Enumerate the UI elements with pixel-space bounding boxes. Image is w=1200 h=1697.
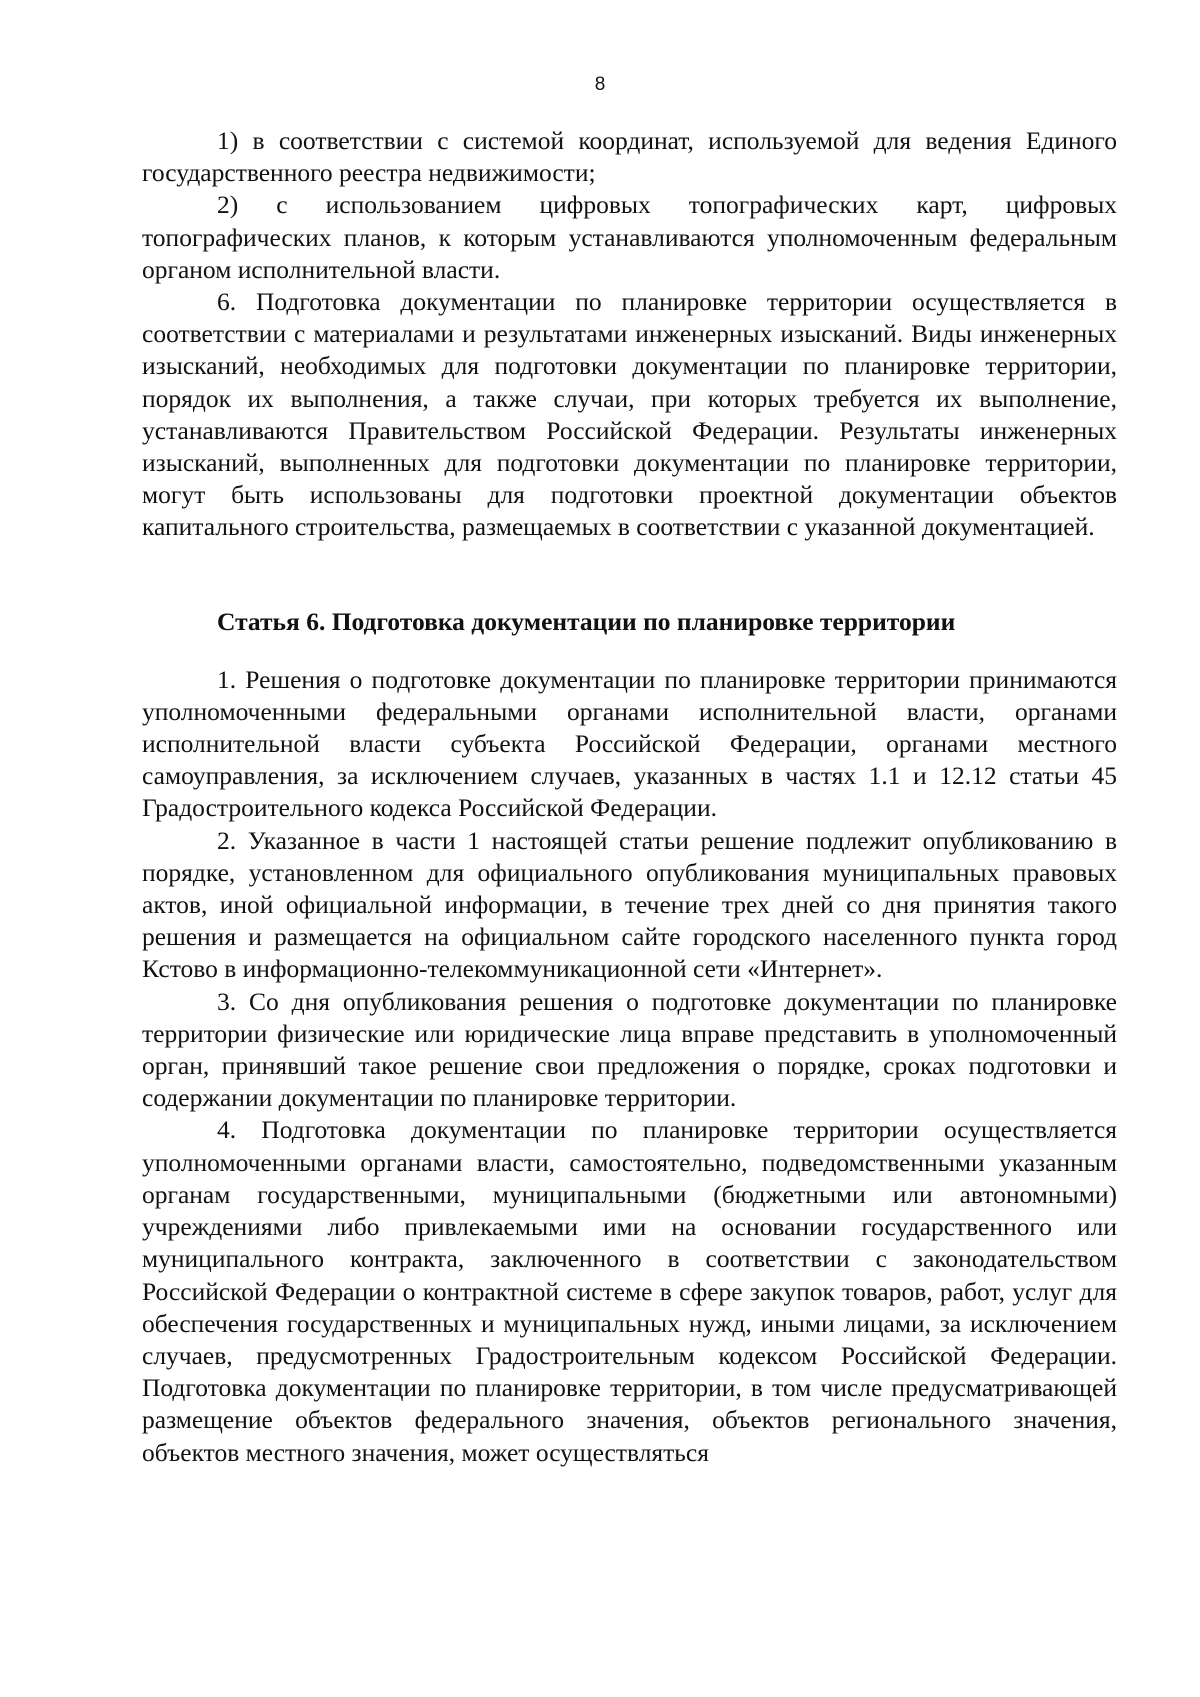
paragraph-digital-maps: 2) с использованием цифровых топографических карт, цифровых топографических планов, к которым устанавливаются уполномоченным федеральным органом исполнительной власти. — [142, 190, 1117, 284]
paragraph-coordinate-system: 1) в соответствии с системой координат, используемой для ведения Единого государственного реестра недвижимости; — [142, 126, 1117, 188]
document-body — [142, 125, 1117, 1469]
paragraph-article6-point-2: 2. Указанное в части 1 настоящей статьи решение подлежит опубликованию в порядке, установленном для официального опубликования муниципальных правовых актов, иной официальной информации, в течение трех дней со дня принятия такого решения и размещается на официальном сайте городского населенного пункта город Кстово в информационно-телекоммуникационной сети «Интернет». — [142, 825, 1117, 984]
page-number: 8 — [594, 74, 606, 95]
paragraph-article6-point-1: 1. Решения о подготовке документации по планировке территории принимаются уполномоченными федеральными органами исполнительной власти, органами исполнительной власти субъекта Российской Федерации, органами местного самоуправления, за исключением случаев, указанных в частях 1.1 и 12.12 статьи 45 Градостроительного кодекса Российской Федерации. — [142, 664, 1117, 823]
paragraph-article6-point-4: 4. Подготовка документации по планировке территории осуществляется уполномоченными органами власти, самостоятельно, подведомственными указанным органам государственными, муниципальными (бюджетными или автономными) учреждениями либо привлекаемыми ими на основании государственного или муниципального контракта, заключенного в соответствии с законодательством Российской Федерации о контрактной системе в сфере закупок товаров, работ, услуг для обеспечения государственных и муниципальных нужд, иными лицами, за исключением случаев, предусмотренных Градостроительным кодексом Российской Федерации. Подготовка документации по планировке территории, в том числе предусматривающей размещение объектов федерального значения, объектов регионального значения, объектов местного значения, может осуществляться — [142, 1115, 1117, 1467]
paragraph-point-6: 6. Подготовка документации по планировке территории осуществляется в соответствии с материалами и результатами инженерных изысканий. Виды инженерных изысканий, необходимых для подготовки документации по планировке территории, порядок их выполнения, а также случаи, при которых требуется их выполнение, устанавливаются Правительством Российской Федерации. Результаты инженерных изысканий, выполненных для подготовки документации по планировке территории, могут быть использованы для подготовки проектной документации объектов капитального строительства, размещаемых в соответствии с указанной документацией. — [142, 287, 1117, 542]
article-6-title: Статья 6. Подготовка документации по планировке территории — [217, 606, 956, 636]
paragraph-article6-point-3: 3. Со дня опубликования решения о подготовке документации по планировке территории физические или юридические лица вправе представить в уполномоченный орган, принявший такое решение свои предложения о порядке, сроках подготовки и содержании документации по планировке территории. — [142, 986, 1117, 1113]
